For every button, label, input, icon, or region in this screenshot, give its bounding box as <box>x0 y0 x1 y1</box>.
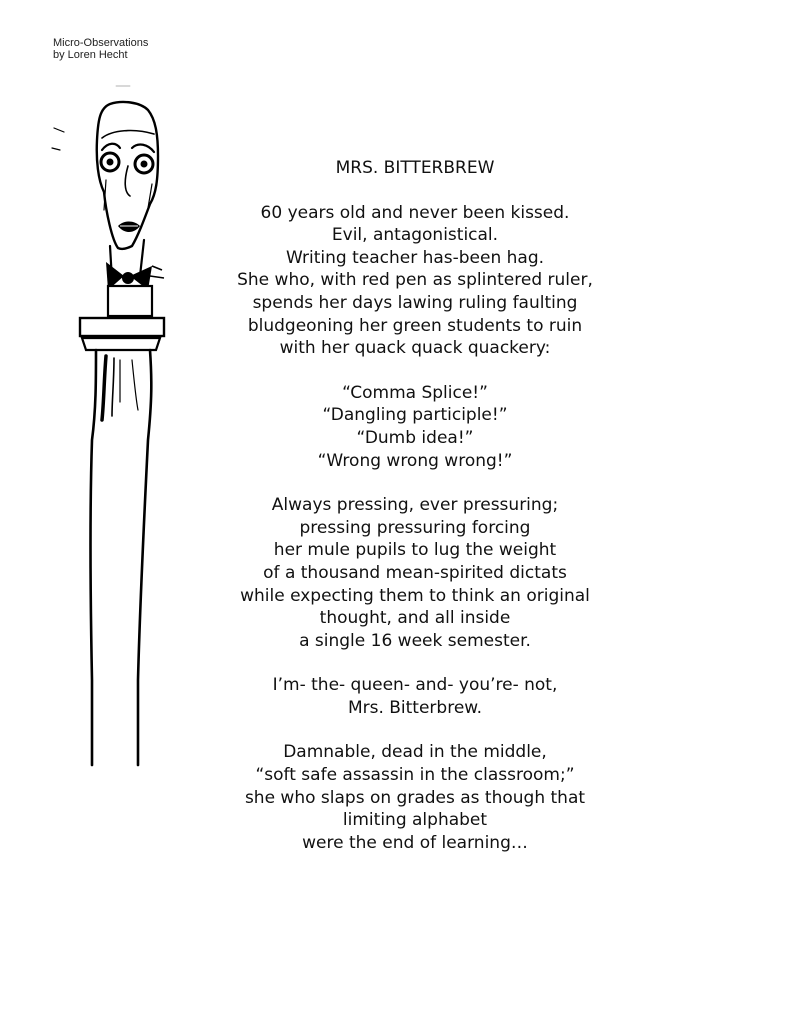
poem-line: “soft safe assassin in the classroom;” <box>255 765 575 786</box>
poem-stanza <box>215 674 615 719</box>
stanza-break <box>215 360 615 382</box>
poem-line: with her quack quack quackery: <box>279 338 551 359</box>
poem-line: 60 years old and never been kissed. <box>260 202 570 223</box>
author-byline: by Loren Hecht <box>53 49 128 61</box>
poem-line: “Comma Splice!” <box>342 382 488 403</box>
poem-line: thought, and all inside <box>319 608 511 629</box>
series-title: Micro-Observations <box>53 37 149 49</box>
stanza-break <box>215 652 615 674</box>
poem <box>215 157 615 854</box>
poem-stanza <box>215 741 615 854</box>
poem-stanza <box>215 202 615 360</box>
poem-line: “Dumb idea!” <box>356 427 474 448</box>
stanza-break <box>215 472 615 494</box>
poem-line: “Wrong wrong wrong!” <box>317 450 513 471</box>
poem-line: spends her days lawing ruling faulting <box>252 292 578 313</box>
poem-line: bludgeoning her green students to ruin <box>247 315 583 336</box>
poem-line: Evil, antagonistical. <box>331 225 499 246</box>
poem-line: were the end of learning… <box>302 832 528 853</box>
poem-line: “Dangling participle!” <box>322 405 508 426</box>
poem-line: a single 16 week semester. <box>299 630 531 651</box>
stanza-break <box>215 719 615 741</box>
poem-line: limiting alphabet <box>342 810 488 831</box>
poem-stanza <box>215 382 615 472</box>
page-header <box>53 37 148 61</box>
poem-line: Damnable, dead in the middle, <box>283 742 547 763</box>
poem-line: she who slaps on grades as though that <box>244 787 586 808</box>
poem-line: She who, with red pen as splintered ruler, <box>237 270 593 291</box>
poem-line: I’m- the- queen- and- you’re- not, <box>272 675 558 696</box>
poem-line: her mule pupils to lug the weight <box>273 540 557 561</box>
poem-stanza <box>215 494 615 652</box>
poem-line: pressing pressuring forcing <box>299 517 531 538</box>
teacher-caricature-illustration <box>40 80 180 770</box>
poem-line: while expecting them to think an original <box>240 585 590 606</box>
poem-line: of a thousand mean-spirited dictats <box>263 562 567 583</box>
poem-line: Always pressing, ever pressuring; <box>271 495 559 516</box>
poem-line: Mrs. Bitterbrew. <box>347 697 483 718</box>
poem-title: MRS. BITTERBREW <box>335 158 495 178</box>
poem-line: Writing teacher has-been hag. <box>285 247 545 268</box>
